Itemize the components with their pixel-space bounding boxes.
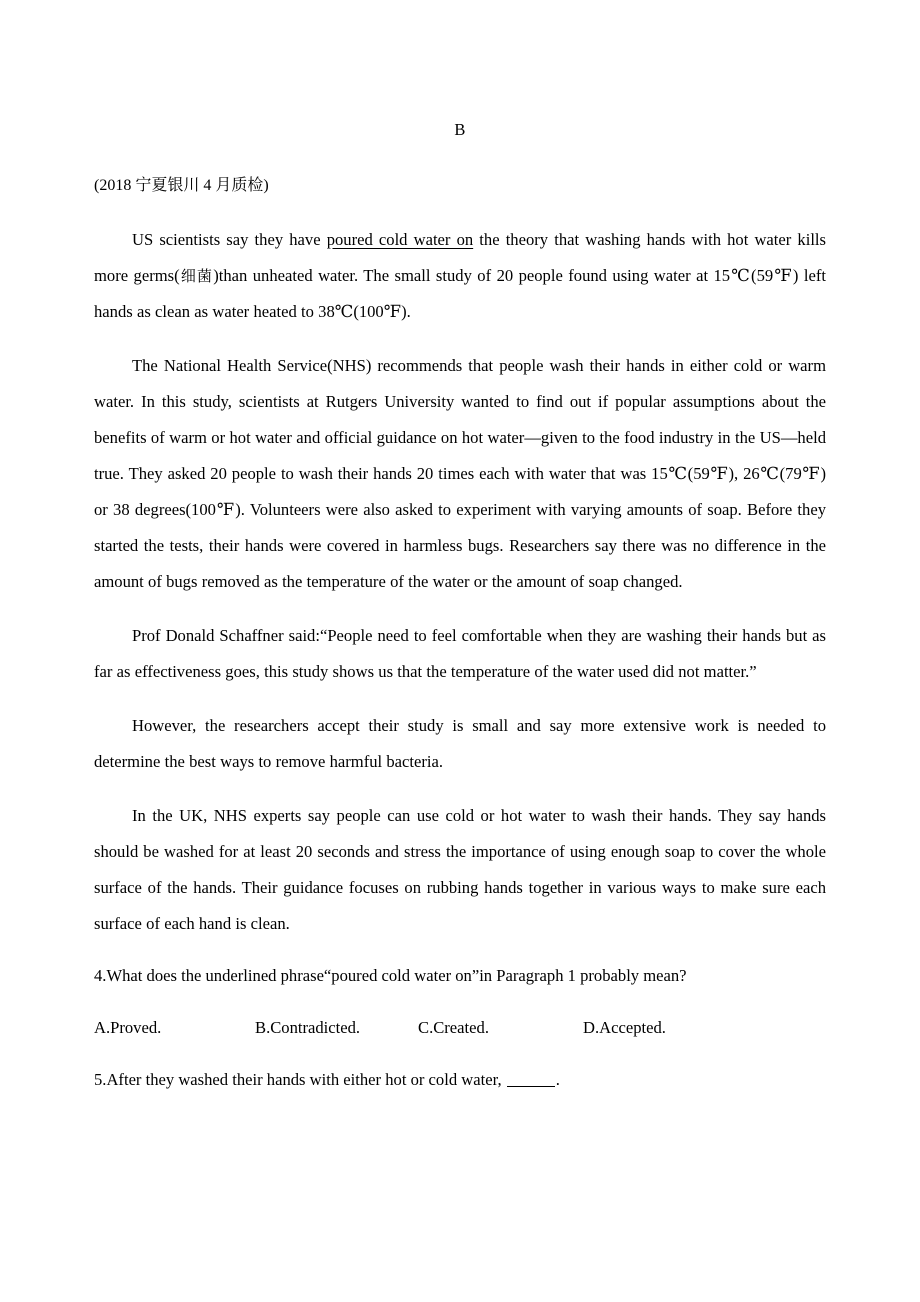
paragraph-1-lead-text: US scientists say they have	[132, 230, 327, 249]
question-4-option-c[interactable]: C.Created.	[418, 1018, 489, 1037]
source-note: (2018 宁夏银川 4 月质检)	[94, 177, 269, 194]
question-4-option-d[interactable]: D.Accepted.	[583, 1018, 666, 1037]
questions-section	[94, 942, 826, 1098]
question-4-stem: 4.What does the underlined phrase“poured cold water on”in Paragraph 1 probably mean?	[94, 966, 687, 985]
passage-paragraph-3: Prof Donald Schaffner said:“People need to feel comfortable when they are washing their hands but as far as effectiveness goes, this study shows us that the temperature of the water used did not matter.”	[94, 626, 826, 681]
question-4-option-a[interactable]: A.Proved.	[94, 1018, 162, 1037]
passage-paragraph-1	[94, 222, 826, 330]
passage-paragraph-4: However, the researchers accept their study is small and say more extensive work is needed to determine the best ways to remove harmful bacteria.	[94, 716, 826, 771]
spacer-after-question-4-stem	[94, 994, 826, 1010]
question-5-stem	[94, 1062, 826, 1098]
chinese-gloss-germs: 细菌	[179, 267, 214, 285]
question-5-answer-blank[interactable]	[507, 1086, 555, 1087]
passage-paragraph-2: The National Health Service(NHS) recommends that people wash their hands in either cold or warm water. In this study, scientists at Rutgers University wanted to find out if popular assumptions about the benefits of warm or hot water and official guidance on hot water—given to the food industry in the US—held true. They asked 20 people to wash their hands 20 times each with water that was 15℃(59℉), 26℃(79℉) or 38 degrees(100℉). Volunteers were also asked to experiment with varying amounts of soap. Before they started the tests, their hands were covered in harmless bugs. Researchers say there was no difference in the amount of bugs removed as the temperature of the water or the amount of soap changed.	[94, 356, 826, 591]
question-4-options	[94, 1010, 826, 1046]
question-4-option-b[interactable]: B.Contradicted.	[255, 1018, 361, 1037]
passage-paragraph-5: In the UK, NHS experts say people can use cold or hot water to wash their hands. They say hands should be washed for at least 20 seconds and stress the importance of using enough soap to cover the whole surface of the hands. Their guidance focuses on rubbing hands together in various ways to make sure each surface of each hand is clean.	[94, 806, 826, 933]
underlined-phrase-poured-cold-water-on: poured cold water on	[326, 230, 474, 249]
paragraph-1-mid-text: the theory that washing hands with hot water kills more germs(	[94, 230, 826, 285]
question-5-stem-terminator: .	[555, 1070, 560, 1089]
question-5-stem-text: 5.After they washed their hands with either hot or cold water,	[94, 1070, 506, 1089]
section-title: B	[454, 120, 466, 139]
reading-passage	[94, 204, 826, 942]
spacer-after-question-4-options	[94, 1046, 826, 1062]
paragraph-1-tail-text: )than unheated water. The small study of 20 people found using water at 15℃(59℉) left hands as clean as water heated to 38℃(100℉).	[94, 266, 826, 321]
